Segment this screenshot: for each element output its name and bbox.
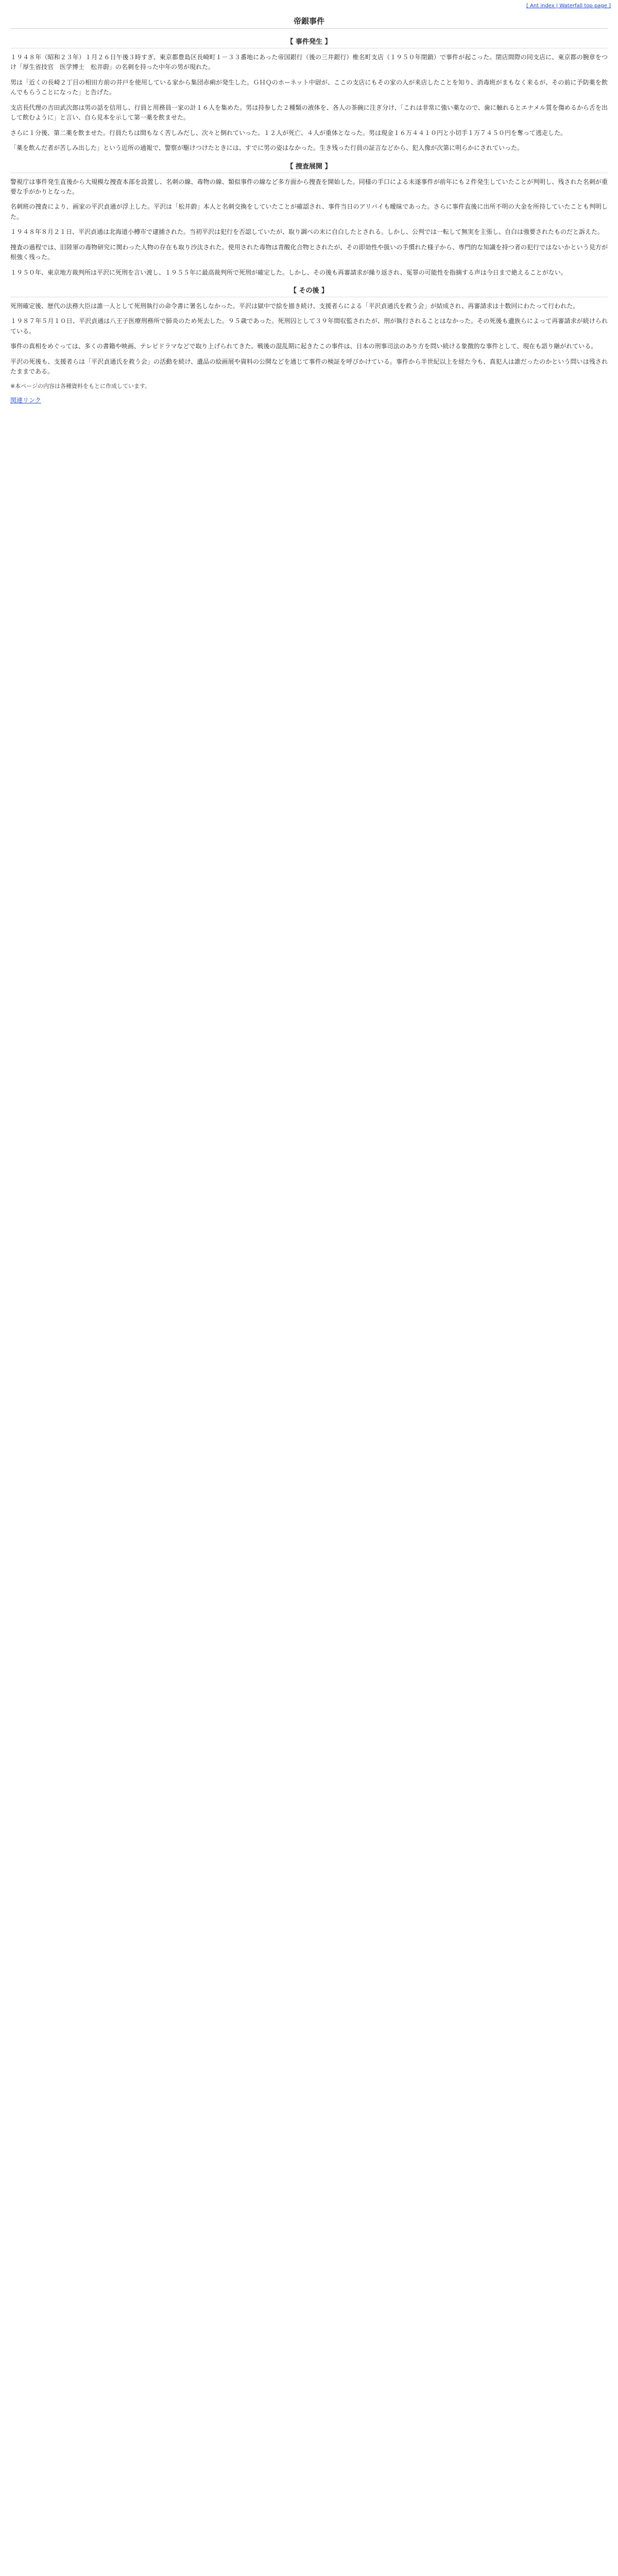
top-navigation[interactable] [526, 3, 611, 9]
footnote: ※本ページの内容は各種資料をもとに作成しています。 [10, 382, 151, 389]
section-investigation-body [10, 177, 608, 278]
related-link-row [10, 396, 608, 405]
paragraph: 警視庁は事件発生直後から大規模な捜査本部を設置し、名刺の線、毒物の線、類似事件の線など多方面から捜査を開始した。同様の手口による未遂事件が前年にも２件発生していたことが判明し、残された名刺が重要な手がかりとなった。 [10, 178, 608, 195]
paragraph: 支店長代理の吉田武次郎は男の話を信用し、行員と用務員一家の計１６人を集めた。男は持参した２種類の液体を、各人の茶碗に注ぎ分け、「これは非常に強い薬なので、歯に触れるとエナメル質を傷めるから舌を出して飲むように」と言い、自ら見本を示して第一薬を飲ませた。 [10, 104, 608, 122]
nav-links[interactable]: [ Ant index | Waterfall top page ] [526, 3, 611, 9]
section-heading-incident: 【 事件発生 】 [10, 36, 608, 48]
paragraph: １９４８年（昭和２３年）１月２６日午後３時すぎ、東京都豊島区長崎町１－３３番地にあった帝国銀行（後の三井銀行）椎名町支店（１９５０年閉鎖）で事件が起こった。閉店間際の同支店に、東京都の腕章をつけ「厚生省技官 医学博士 松井蔚」の名刺を持った中年の男が現れた。 [10, 54, 608, 71]
paragraph: １９８７年５月１０日、平沢貞通は八王子医療刑務所で肺炎のため死去した。９５歳であった。死刑囚として３９年間収監されたが、刑が執行されることはなかった。その死後も遺族らによって再審請求が続けられている。 [10, 317, 608, 335]
related-link[interactable]: 関連リンク [10, 397, 41, 404]
paragraph: 死刑確定後、歴代の法務大臣は誰一人として死刑執行の命令書に署名しなかった。平沢は獄中で絵を描き続け、支援者らによる「平沢貞通氏を救う会」が結成され、再審請求は十数回にわたって行われた。 [10, 302, 579, 310]
paragraph: 捜査の過程では、旧陸軍の毒物研究に関わった人物の存在も取り沙汰された。使用された毒物は青酸化合物とされたが、その即効性や扱いの手慣れた様子から、専門的な知識を持つ者の犯行ではないかという見方が根強く残った。 [10, 243, 608, 261]
paragraph: 「薬を飲んだ者が苦しみ出した」という近所の通報で、警察が駆けつけたときには、すでに男の姿はなかった。生き残った行員の証言などから、犯人像が次第に明らかにされていった。 [10, 144, 524, 152]
paragraph: 名刺班の捜査により、画家の平沢貞通が浮上した。平沢は「松井蔚」本人と名刺交換をしていたことが確認され、事件当日のアリバイも曖昧であった。さらに事件直後に出所不明の大金を所持していたことも判明した。 [10, 203, 608, 221]
paragraph: さらに１分後、第二薬を飲ませた。行員たちは間もなく苦しみだし、次々と倒れていった。１２人が死亡、４人が重体となった。男は現金１６万４４１０円と小切手１万７４５０円を奪って逃走した。 [10, 129, 567, 137]
paragraph: 平沢の死後も、支援者らは「平沢貞通氏を救う会」の活動を続け、遺品の絵画展や資料の公開などを通じて事件の検証を呼びかけている。事件から半世紀以上を経た今も、真犯人は誰だったのかという問いは残されたままである。 [10, 358, 608, 376]
paragraph: 男は「近くの長崎２丁目の相田方前の井戸を使用している家から集団赤痢が発生した。ＧＨＱのホーネット中尉が、ここの支店にもその家の人が来店したことを知り、消毒班がまもなく来るが、その前に予防薬を飲んでもらうことになった」と告げた。 [10, 78, 608, 96]
section-heading-aftermath: 【 その後 】 [10, 285, 608, 297]
section-heading-investigation: 【 捜査展開 】 [10, 161, 608, 173]
section-incident-body [10, 53, 608, 154]
page-title: 帝銀事件 [10, 15, 608, 29]
paragraph: １９４８年８月２１日、平沢貞通は北海道小樽市で逮捕された。当初平沢は犯行を否認していたが、取り調べの末に自白したとされる。しかし、公判では一転して無実を主張し、自白は強要されたものだと訴えた。 [10, 228, 604, 236]
paragraph: 事件の真相をめぐっては、多くの書籍や映画、テレビドラマなどで取り上げられてきた。戦後の混乱期に起きたこの事件は、日本の刑事司法のあり方を問い続ける象徴的な事件として、現在も語り継がれている。 [10, 343, 597, 350]
document-page [10, 15, 608, 411]
section-aftermath-body [10, 301, 608, 377]
paragraph: １９５０年、東京地方裁判所は平沢に死刑を言い渡し、１９５５年に最高裁判所で死刑が確定した。しかし、その後も再審請求が繰り返され、冤罪の可能性を指摘する声は今日まで絶えることがない。 [10, 268, 567, 276]
